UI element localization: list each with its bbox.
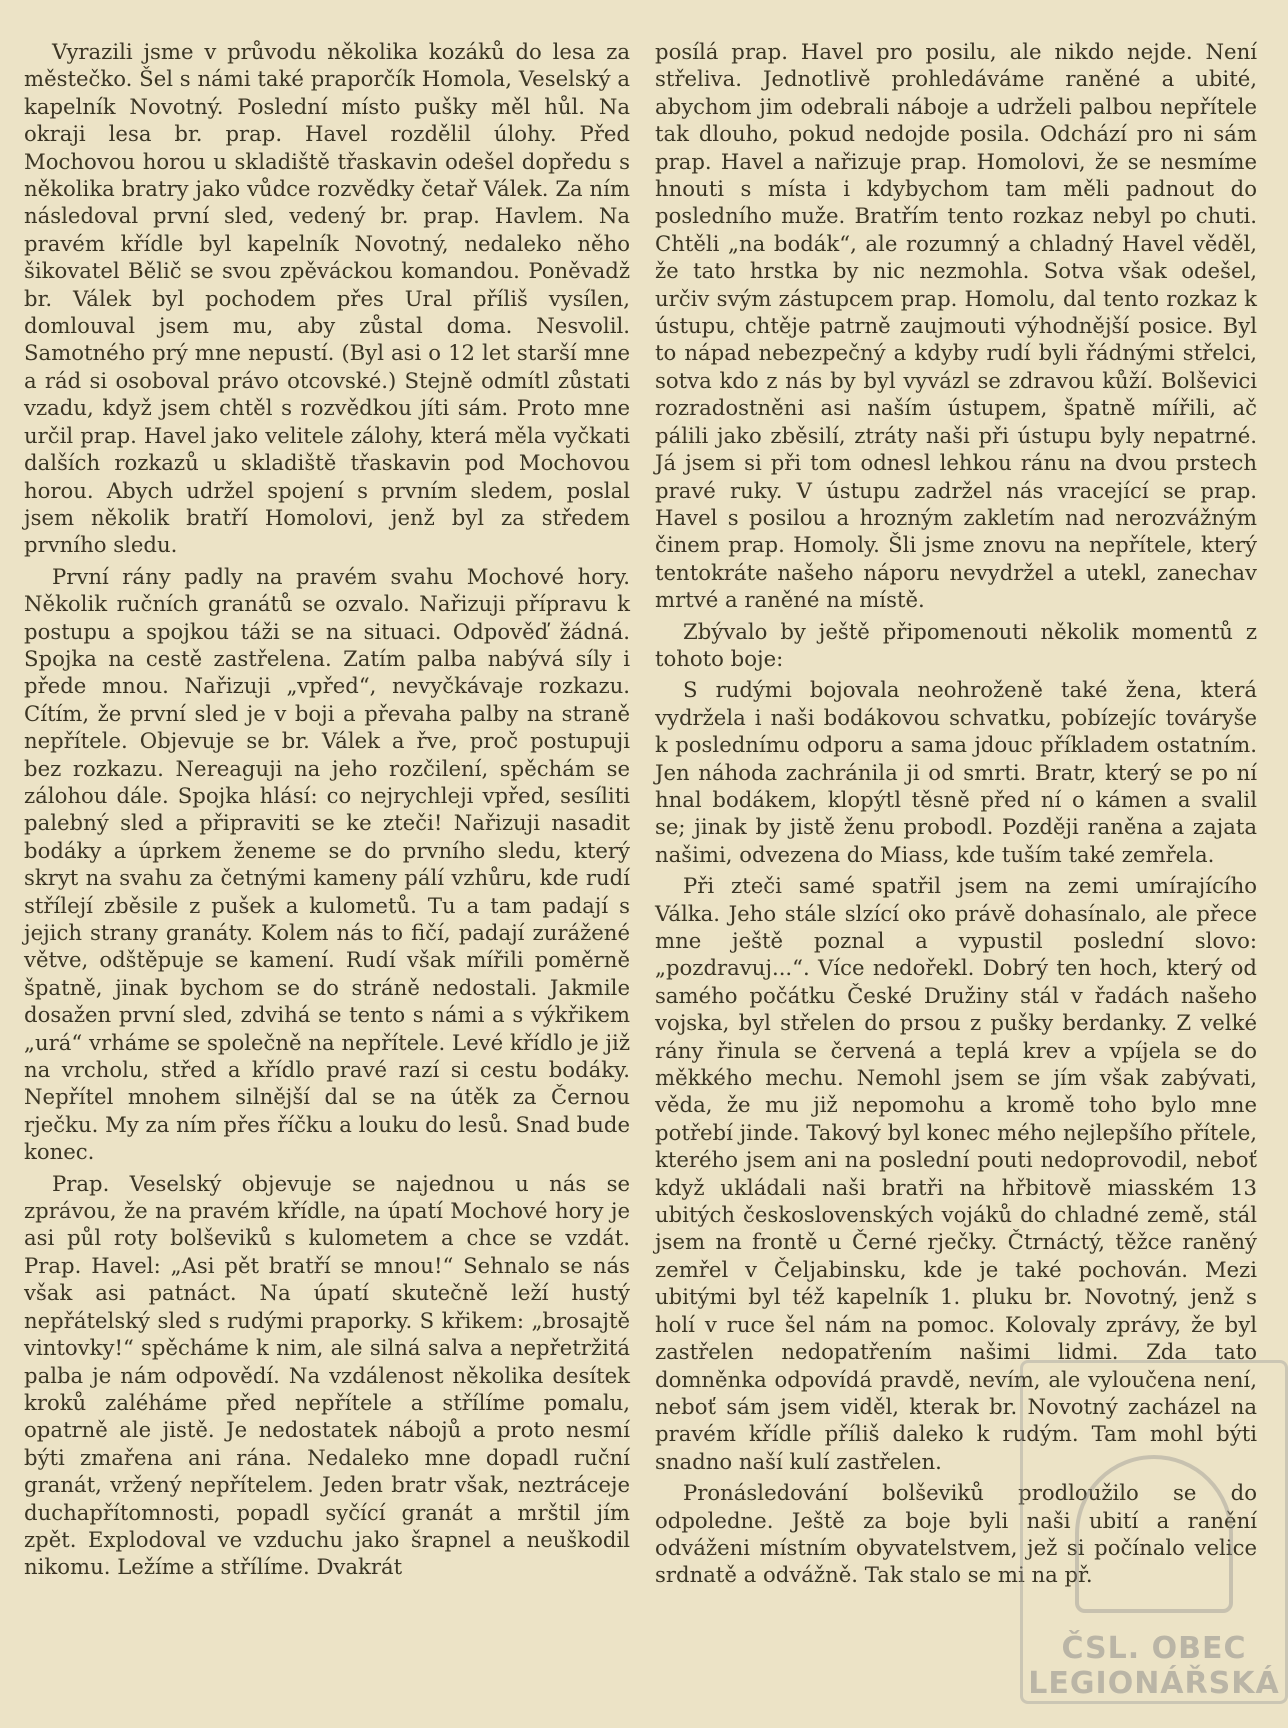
paragraph-6: S rudými bojovala neohroženě také žena, která vydržela i naši bodákovou schvatku, pobízejíc továryše k poslednímu odporu a sama jdouc příkladem ostatním. Jen náhoda zachránila ji od smrti. Bratr, který se po ní hnal bodákem, klopýtl těsně před ní o kámen a svalil se; jinak by jistě ženu probodl. Později raněna a zajata našimi, odvezena do Miass, kde tuším také zemřela. [655, 677, 1257, 867]
left-column [24, 38, 630, 1581]
paragraph-2: První rány padly na pravém svahu Mochové hory. Několik ručních granátů se ozvalo. Nařizuji přípravu k postupu a spojkou táži se na situaci. Odpověď žádná. Spojka na cestě zastřelena. Zatím palba nabývá síly i přede mnou. Nařizuji „vpřed“, nevyčkávaje rozkazu. Cítím, že první sled je v boji a převaha palby na straně nepřítele. Objevuje se br. Válek a řve, proč postupuji bez rozkazu. Nereaguji na jeho rozčilení, spěchám se zálohou dále. Spojka hlásí: co nejrychleji vpřed, sesíliti palebný sled a připraviti se ke zteči! Nařizuji nasadit bodáky a úprkem ženeme se do prvního sledu, který skryt na svahu za četnými kameny pálí vzhůru, kde rudí střílejí zběsile z pušek a kulometů. Tu a tam padají s jejich strany granáty. Kolem nás to fičí, padají zurážené větve, odštěpuje se kamení. Rudí však mířili poměrně špatně, jinak bychom se do stráně nedostali. Jakmile dosažen první sled, zdvihá se tento s námi a s výkřikem „urá“ vrháme se společně na nepřítele. Levé křídlo je již na vrcholu, střed a křídlo pravé razí si cestu bodáky. Nepřítel mnohem silnější dal se na útěk za Černou rječku. My za ním přes říčku a louku do lesů. Snad bude konec. [24, 563, 630, 1165]
paragraph-3: Prap. Veselský objevuje se najednou u nás se zprávou, že na pravém křídle, na úpatí Mochové hory je asi půl roty bolševiků s kulometem a chce se vzdát. Prap. Havel: „Asi pět bratří se mnou!“ Sehnalo se nás však asi patnáct. Na úpatí skutečně leží hustý nepřátelský sled s rudými praporky. S křikem: „brosajtě vintovky!“ spěcháme k nim, ale silná salva a nepřetržitá palba je nám odpovědí. Na vzdálenost několika desítek kroků zaléháme před nepřítele a střílíme pomalu, opatrně ale jistě. Je nedostatek nábojů a proto nesmí býti zmařena ani rána. Nedaleko mne dopadl ruční granát, vržený nepřítelem. Jeden bratr však, neztráceje duchapřítomnosti, popadl syčící granát a mrštil jím zpět. Explodoval ve vzduchu jako šrapnel a neuškodil nikomu. Ležíme a střílíme. Dvakrát [24, 1170, 630, 1580]
stamp-line-2: LEGIONÁŘSKÁ [1028, 1666, 1280, 1701]
coat-of-arms-icon [1075, 1455, 1233, 1613]
watermark-stamp [1020, 1360, 1288, 1704]
stamp-line-1: ČSL. OBEC [1061, 1631, 1247, 1666]
paragraph-4: posílá prap. Havel pro posilu, ale nikdo nejde. Není střeliva. Jednotlivě prohledáváme raněné a ubité, abychom jim odebrali náboje a udrželi palbou nepřítele tak dlouho, pokud nedojde posila. Odchází pro ni sám prap. Havel a nařizuje prap. Homolovi, že se nesmíme hnouti s místa i kdybychom tam měli padnout do posledního muže. Bratřím tento rozkaz nebyl po chuti. Chtěli „na bodák“, ale rozumný a chladný Havel věděl, že tato hrstka by nic nezmohla. Sotva však odešel, určiv svým zástupcem prap. Homolu, dal tento rozkaz k ústupu, chtěje patrně zaujmouti výhodnější posice. Byl to nápad nebezpečný a kdyby rudí byli řádnými střelci, sotva kdo z nás by byl vyvázl se zdravou kůží. Bolševici rozradostněni asi naším ústupem, špatně mířili, ač pálili jako zběsilí, ztráty naši při ústupu byly nepatrné. Já jsem si při tom odnesl lehkou ránu na dvou prstech pravé ruky. V ústupu zadržel nás vracející se prap. Havel s posilou a hrozným zakletím nad nerozvážným činem prap. Homoly. Šli jsme znovu na nepřítele, který tentokráte našeho náporu nevydržel a utekl, zanechav mrtvé a raněné na místě. [655, 39, 1257, 613]
right-column [655, 38, 1257, 1589]
paragraph-1: Vyrazili jsme v průvodu několika kozáků do lesa za městečko. Šel s námi také praporčík Homola, Veselský a kapelník Novotný. Poslední místo pušky měl hůl. Na okraji lesa br. prap. Havel rozdělil úlohy. Před Mochovou horou u skladiště třaskavin odešel dopředu s několika bratry jako vůdce rozvědky četař Válek. Za ním následoval první sled, vedený br. prap. Havlem. Na pravém křídle byl kapelník Novotný, nedaleko něho šikovatel Bělič se svou zpěváckou komandou. Poněvadž br. Válek byl pochodem přes Ural příliš vysílen, domlouval jsem mu, aby zůstal doma. Nesvolil. Samotného prý mne nepustí. (Byl asi o 12 let starší mne a rád si osoboval právo otcovské.) Stejně odmítl zůstati vzadu, když jsem chtěl s rozvědkou jíti sám. Proto mne určil prap. Havel jako velitele zálohy, která měla vyčkati dalších rozkazů u skladiště třaskavin pod Mochovou horou. Abych udržel spojení s prvním sledem, poslal jsem několik bratří Homolovi, jenž byl za středem prvního sledu. [24, 39, 630, 558]
paragraph-5: Zbývalo by ještě připomenouti několik momentů z tohoto boje: [655, 618, 1257, 671]
paragraph-7: Při zteči samé spatřil jsem na zemi umírajícího Válka. Jeho stále slzící oko právě dohasínalo, ale přece mne ještě poznal a vypustil poslední slovo: „pozdravuj...“. Více nedořekl. Dobrý ten hoch, který od samého počátku České Družiny stál v řadách našeho vojska, byl střelen do prsou z pušky berdanky. Z velké rány řinula se červená a teplá krev a vpíjela se do měkkého mechu. Nemohl jsem se jím však zabývati, věda, že mu již nepomohu a kromě toho bylo mne potřebí jinde. Takový byl konec mého nejlepšího přítele, kterého jsem ani na poslední pouti nedoprovodil, neboť když ukládali naši bratři na hřbitově miasském 13 ubitých československých vojáků do chladné země, stál jsem na frontě u Černé rječky. Čtrnáctý, těžce raněný zemřel v Čeljabinsku, kde je také pochován. Mezi ubitými byl též kapelník 1. pluku br. Novotný, jenž s holí v ruce šel nám na pomoc. Kolovaly zprávy, že byl zastřelen nedopatřením našimi lidmi. Zda tato domněnka odpovídá pravdě, nevím, ale vyloučena není, neboť sám jsem viděl, kterak br. Novotný zacházel na pravém křídle příliš daleko k rudým. Tam mohl býti snadno naší kulí zastřelen. [655, 873, 1257, 1474]
paragraph-8: Pronásledování bolševiků prodloužilo se do odpoledne. Ještě za boje byli naši ubití a ranění odváženi místním obyvatelstvem, jež si počínalo velice srdnatě a odvážně. Tak stalo se mi na př. [655, 1480, 1257, 1588]
